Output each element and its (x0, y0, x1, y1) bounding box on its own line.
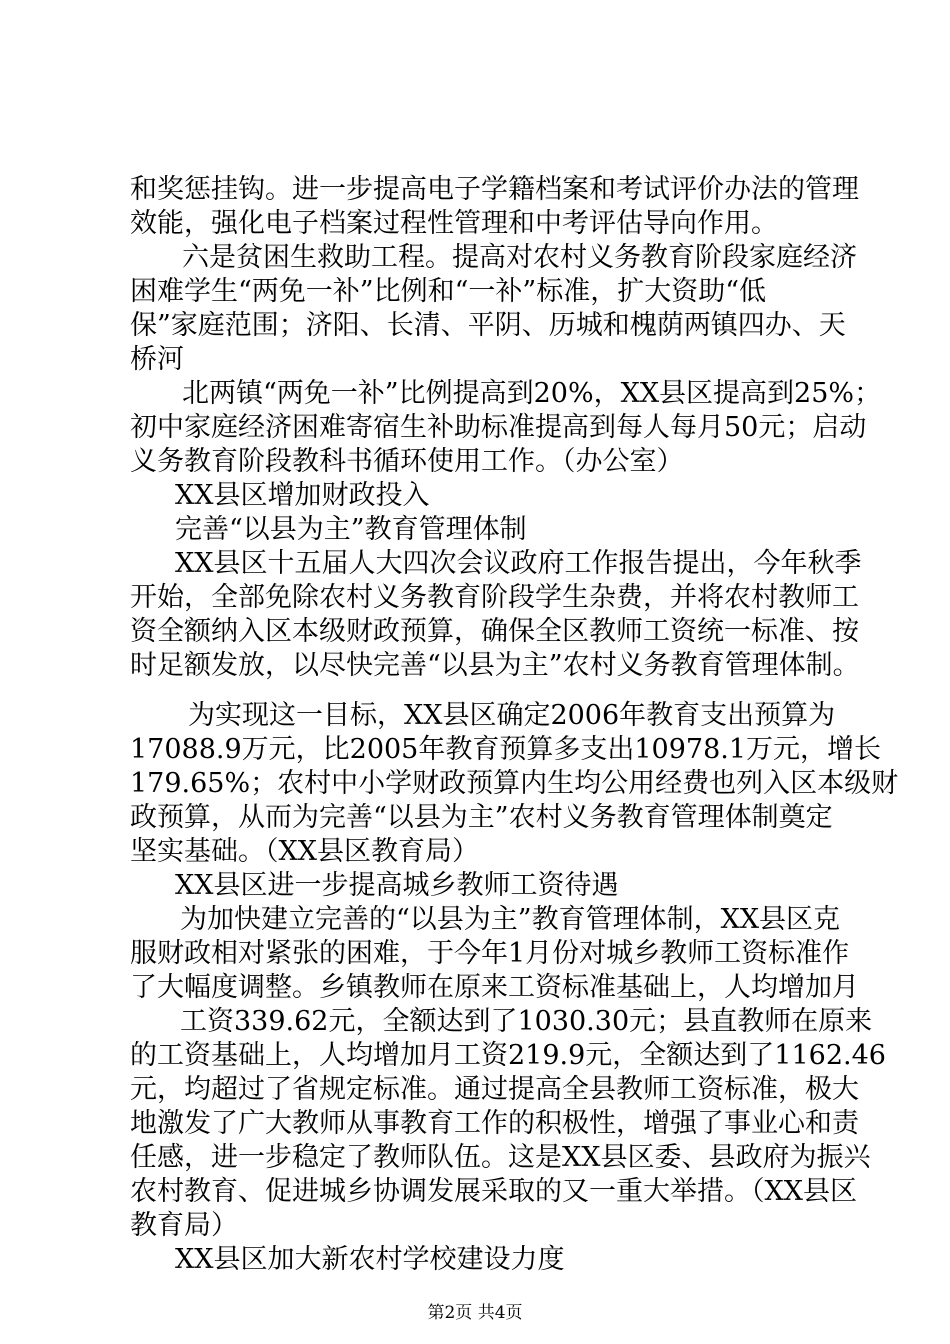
text-line: 和奖惩挂钩。进一步提高电子学籍档案和考试评价办法的管理 (130, 174, 859, 205)
text-line: 桥河 (130, 344, 184, 375)
text-line: 任感，进一步稳定了教师队伍。这是XX县区委、县政府为振兴 (130, 1142, 871, 1173)
text-line: 时足额发放，以尽快完善“以县为主”农村义务教育管理体制。 (130, 650, 860, 681)
page-number-footer: 第2页 共4页 (427, 1303, 523, 1323)
section-heading: XX县区增加财政投入 (175, 480, 430, 511)
text-line: 为加快建立完善的“以县为主”教育管理体制，XX县区克 (180, 904, 841, 935)
text-line: 的工资基础上，人均增加月工资219.9元，全额达到了1162.46 (130, 1040, 886, 1071)
text-line: 为实现这一目标，XX县区确定2006年教育支出预算为 (188, 700, 836, 731)
text-line: 教育局） (130, 1210, 238, 1241)
text-line: 保”家庭范围；济阳、长清、平阴、历城和槐荫两镇四办、天 (130, 310, 846, 341)
text-line: 政预算，从而为完善“以县为主”农村义务教育管理体制奠定 (130, 802, 833, 833)
text-line: 工资339.62元，全额达到了1030.30元；县直教师在原来 (180, 1006, 873, 1037)
text-line: 六是贫困生救助工程。提高对农村义务教育阶段家庭经济 (182, 242, 857, 273)
text-line: 元，均超过了省规定标准。通过提高全县教师工资标准，极大 (130, 1074, 859, 1105)
text-line: 179.65%；农村中小学财政预算内生均公用经费也列入区本级财 (130, 768, 899, 799)
section-heading: 完善“以县为主”教育管理体制 (175, 514, 527, 545)
text-line: 17088.9万元，比2005年教育预算多支出10978.1万元，增长 (130, 734, 882, 765)
text-line: XX县区十五届人大四次会议政府工作报告提出，今年秋季 (175, 548, 862, 579)
text-line: 困难学生“两免一补”比例和“一补”标准，扩大资助“低 (130, 276, 767, 307)
section-heading: XX县区加大新农村学校建设力度 (175, 1244, 565, 1275)
text-line: 北两镇“两免一补”比例提高到20%，XX县区提高到25%； (182, 378, 882, 409)
text-line: 初中家庭经济困难寄宿生补助标准提高到每人每月50元；启动 (130, 412, 867, 443)
text-line: 开始，全部免除农村义务教育阶段学生杂费，并将农村教师工 (130, 582, 859, 613)
text-line: 资全额纳入区本级财政预算，确保全区教师工资统一标准、按 (130, 616, 859, 647)
text-line: 了大幅度调整。乡镇教师在原来工资标准基础上，人均增加月 (130, 972, 859, 1003)
text-line: 服财政相对紧张的困难，于今年1月份对城乡教师工资标准作 (130, 938, 850, 969)
text-line: 农村教育、促进城乡协调发展采取的又一重大举措。（XX县区 (130, 1176, 857, 1207)
text-line: 坚实基础。（XX县区教育局） (130, 836, 479, 867)
text-line: 义务教育阶段教科书循环使用工作。（办公室） (130, 446, 684, 477)
section-heading: XX县区进一步提高城乡教师工资待遇 (175, 870, 619, 901)
text-line: 地激发了广大教师从事教育工作的积极性，增强了事业心和责 (130, 1108, 859, 1139)
text-line: 效能，强化电子档案过程性管理和中考评估导向作用。 (130, 208, 778, 239)
